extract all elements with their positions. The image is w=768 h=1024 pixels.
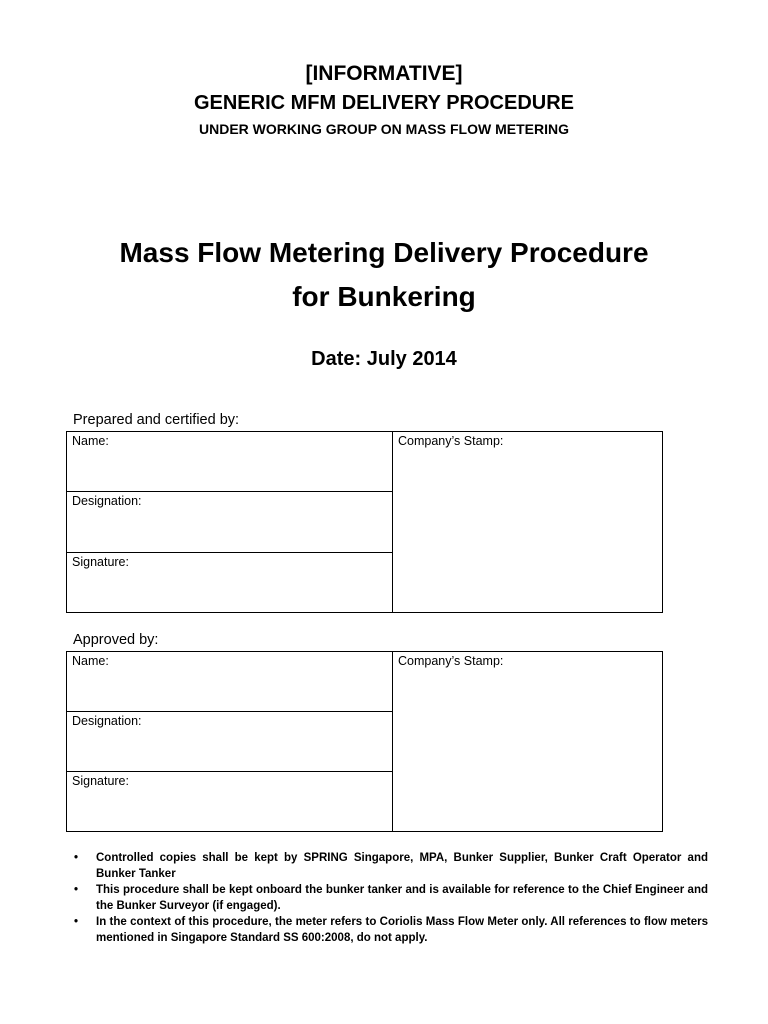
prepared-name-label: Name: <box>72 434 109 448</box>
prepared-signature-cell[interactable] <box>67 552 393 612</box>
approved-designation-cell[interactable] <box>67 712 393 772</box>
approved-stamp-cell[interactable] <box>393 652 663 832</box>
approved-name-label: Name: <box>72 654 109 668</box>
bullet-icon: • <box>74 916 79 928</box>
bullet-icon: • <box>74 884 79 896</box>
document-title-line2: for Bunkering <box>292 281 476 312</box>
bullet-icon: • <box>74 852 79 864</box>
document-date: Date: July 2014 <box>311 348 457 370</box>
prepared-signature-table <box>66 431 663 613</box>
prepared-signature-label: Signature: <box>72 554 129 569</box>
note-item <box>74 882 708 914</box>
approved-signature-label: Signature: <box>72 774 129 788</box>
header-informative: [INFORMATIVE] <box>305 62 463 85</box>
note-text: Controlled copies shall be kept by SPRING Singapore, MPA, Bunker Supplier, Bunker Craft Operator and Bunker Tanker <box>96 852 708 880</box>
document-title-line1: Mass Flow Metering Delivery Procedure <box>119 237 649 268</box>
note-item <box>74 850 708 882</box>
approved-stamp-label: Company’s Stamp: <box>398 654 504 668</box>
approved-designation-label: Designation: <box>72 714 142 728</box>
prepared-section-label: Prepared and certified by: <box>73 412 240 428</box>
prepared-stamp-label: Company’s Stamp: <box>398 434 504 448</box>
approved-section-label: Approved by: <box>73 632 159 648</box>
prepared-name-cell[interactable] <box>67 432 393 492</box>
notes-list <box>74 850 708 946</box>
note-text: In the context of this procedure, the meter refers to Coriolis Mass Flow Meter only. All references to flow meters mentioned in Singapore Standard SS 600:2008, do not apply. <box>96 916 708 944</box>
note-text: This procedure shall be kept onboard the bunker tanker and is available for reference to the Chief Engineer and the Bunker Surveyor (if engaged). <box>96 884 708 912</box>
approved-signature-table <box>66 651 663 832</box>
note-item <box>74 914 708 946</box>
prepared-designation-label: Designation: <box>72 494 142 509</box>
header-procedure-name: GENERIC MFM DELIVERY PROCEDURE <box>193 92 575 114</box>
prepared-designation-cell[interactable] <box>67 492 393 552</box>
approved-signature-cell[interactable] <box>67 772 393 832</box>
approved-name-cell[interactable] <box>67 652 393 712</box>
prepared-stamp-cell[interactable] <box>393 432 663 613</box>
header-working-group: UNDER WORKING GROUP ON MASS FLOW METERING <box>199 121 569 137</box>
